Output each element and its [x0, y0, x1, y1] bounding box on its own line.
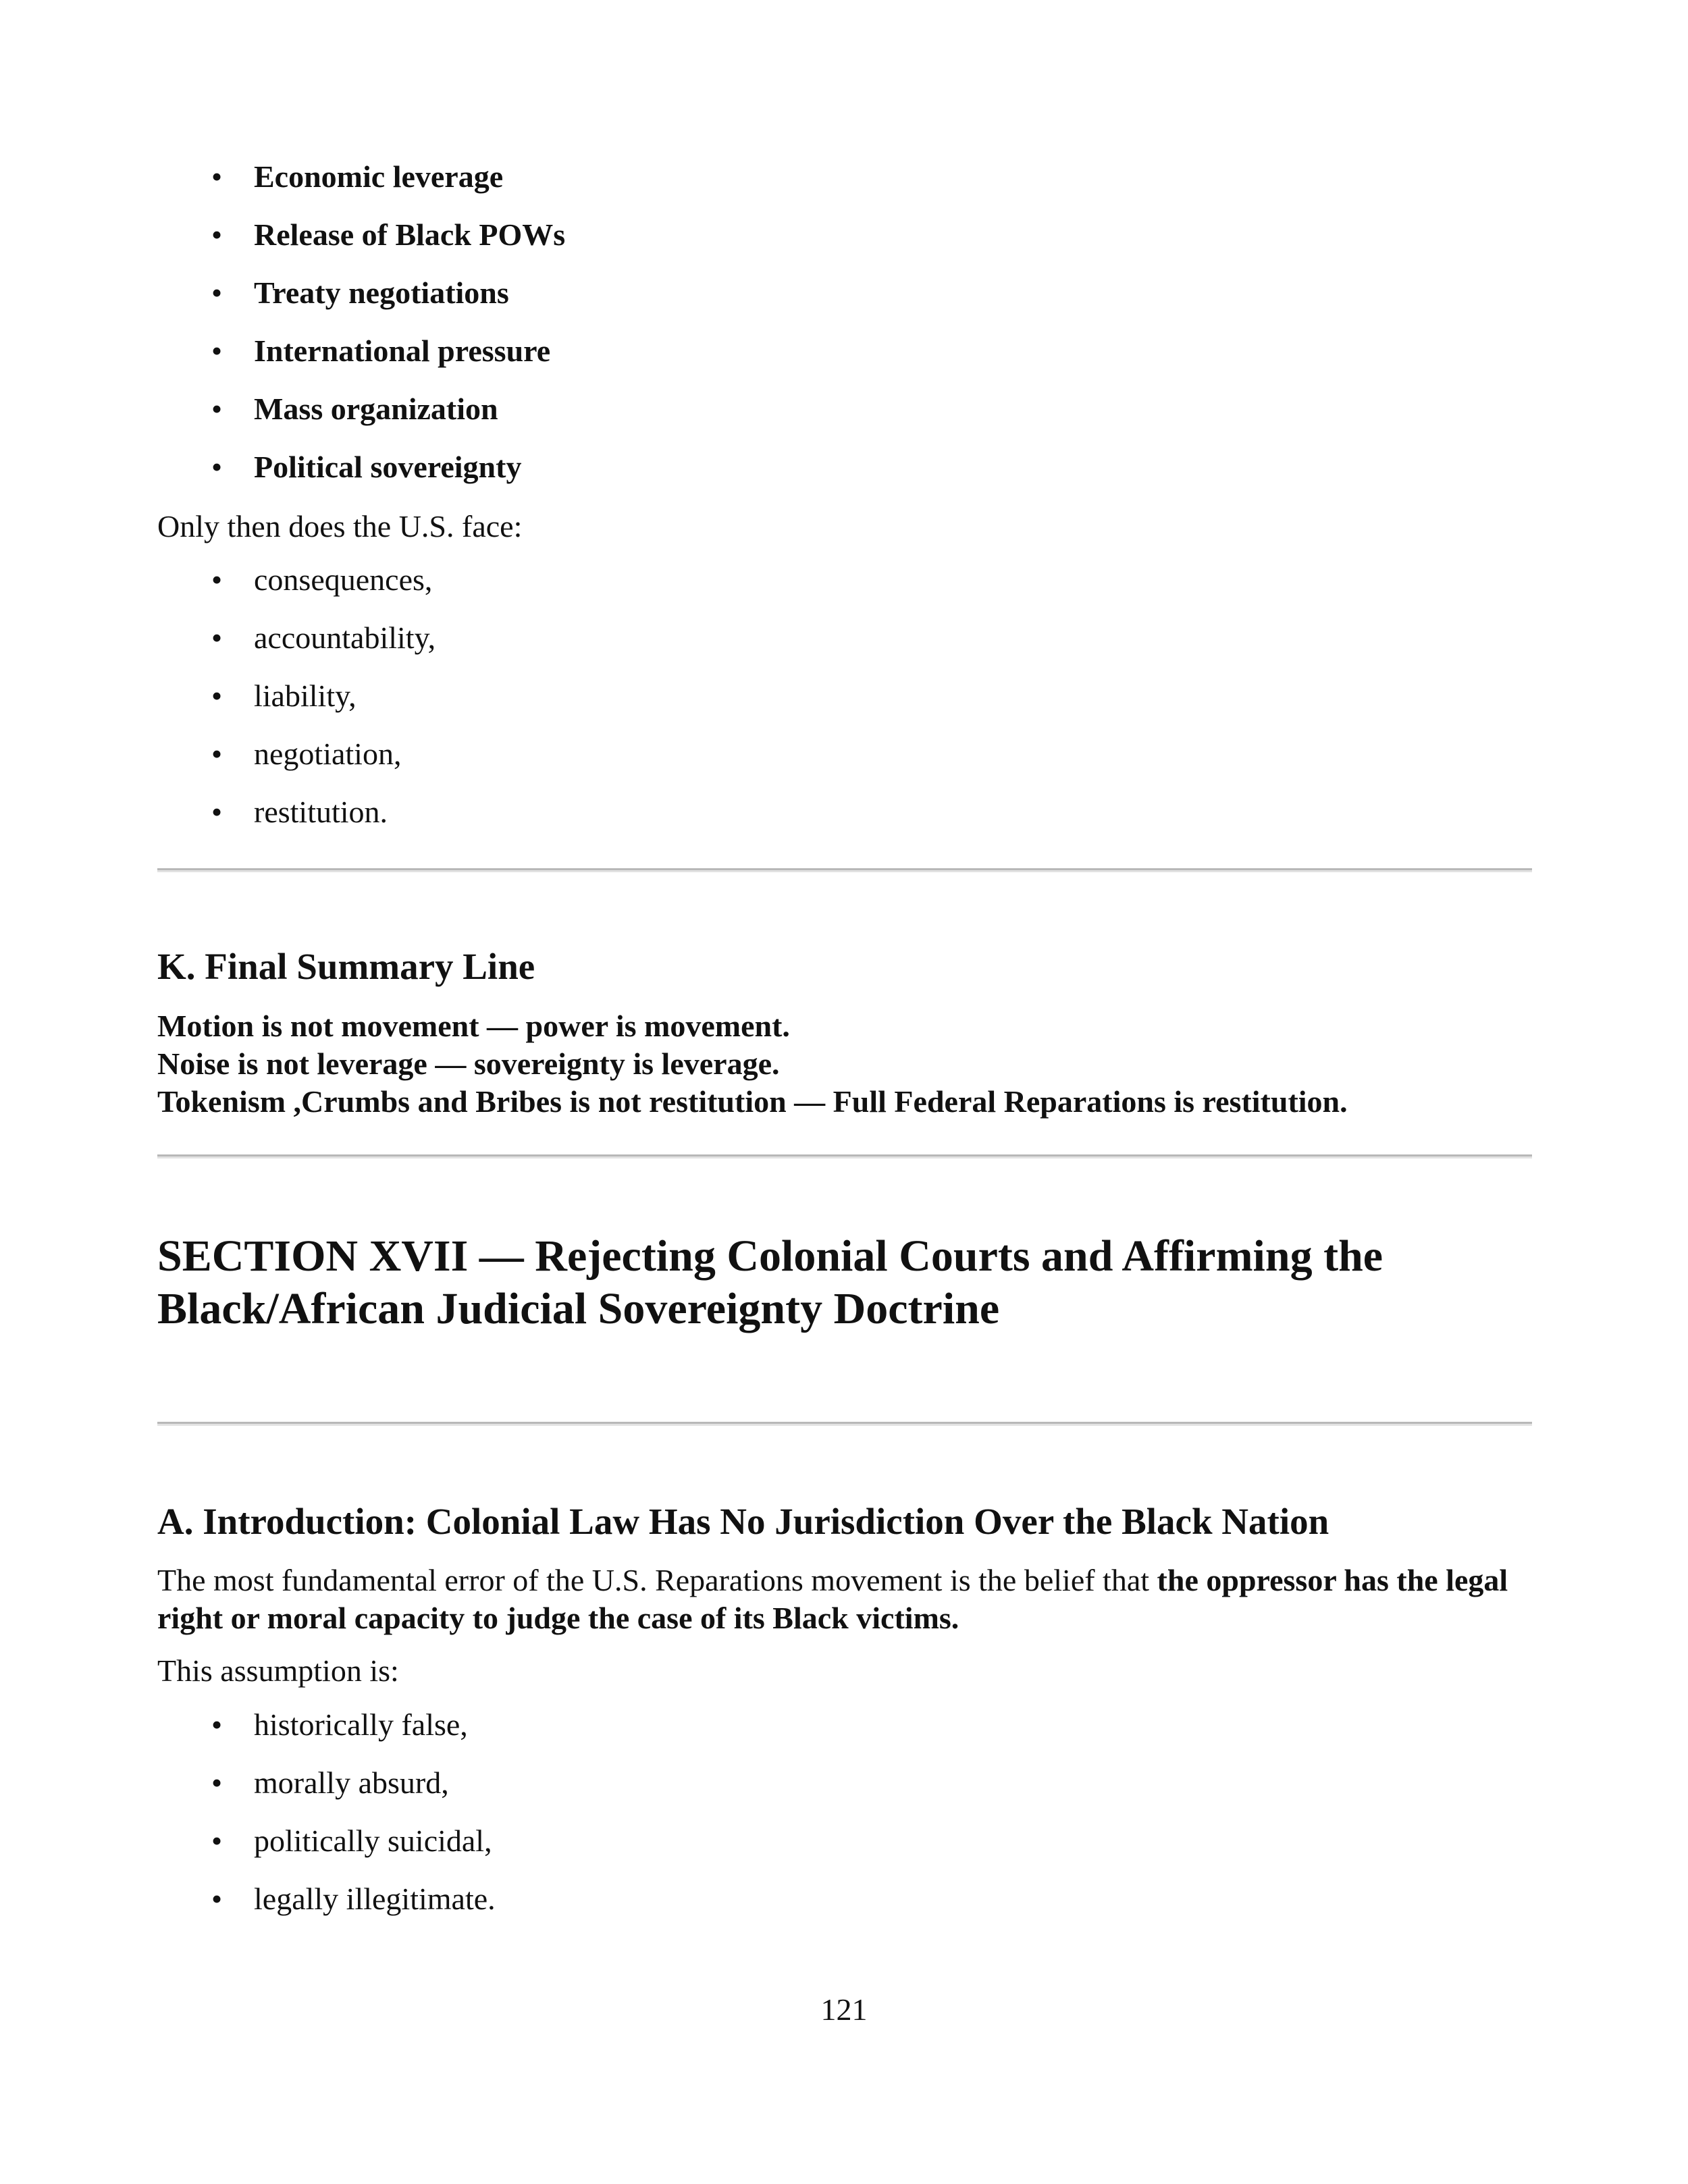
bullet-icon: •	[211, 1707, 223, 1742]
section-k-heading: K. Final Summary Line	[157, 946, 535, 987]
section-title-line: SECTION XVII — Rejecting Colonial Courts and Affirming the	[157, 1231, 1383, 1281]
summary-line: Noise is not leverage — sovereignty is leverage.	[157, 1046, 780, 1081]
list-item-text: Treaty negotiations	[254, 275, 509, 310]
bullet-icon: •	[211, 217, 223, 252]
list-item-text: accountability,	[254, 620, 436, 655]
list-item-text: consequences,	[254, 562, 433, 597]
list-item-text: legally illegitimate.	[254, 1882, 496, 1916]
bullet-icon: •	[211, 392, 223, 426]
bullet-icon: •	[211, 334, 223, 368]
page-number: 121	[820, 1992, 868, 2027]
list-item-text: Political sovereignty	[254, 450, 522, 484]
bullet-icon: •	[211, 275, 223, 310]
horizontal-divider	[157, 1154, 1532, 1158]
bullet-icon: •	[211, 562, 223, 597]
bullet-icon: •	[211, 159, 223, 194]
list-item-text: historically false,	[254, 1707, 468, 1742]
list-item-text: International pressure	[254, 334, 551, 368]
list-item-text: politically suicidal,	[254, 1823, 492, 1858]
intro-bold-text: the oppressor has the legal right or moral capacity to judge the case of its Black victims.	[157, 1563, 1508, 1635]
list-item-text: Mass organization	[254, 392, 498, 426]
only-then-paragraph: Only then does the U.S. face:	[157, 509, 523, 543]
bullet-icon: •	[211, 450, 223, 484]
list-item-text: negotiation,	[254, 737, 402, 771]
bullet-icon: •	[211, 737, 223, 771]
assumption-paragraph: This assumption is:	[157, 1653, 399, 1688]
section-a-heading: A. Introduction: Colonial Law Has No Jurisdiction Over the Black Nation	[157, 1501, 1329, 1542]
horizontal-divider	[157, 1422, 1532, 1426]
list-item-text: Economic leverage	[254, 159, 504, 194]
list-item-text: morally absurd,	[254, 1765, 449, 1800]
bullet-icon: •	[211, 1882, 223, 1916]
section-title-line: Black/African Judicial Sovereignty Doctrine	[157, 1284, 1000, 1333]
list-item-text: restitution.	[254, 795, 388, 829]
summary-line: Tokenism ,Crumbs and Bribes is not restitution — Full Federal Reparations is restitution.	[157, 1084, 1348, 1119]
section-xvii-title	[157, 1230, 1541, 1335]
intro-text: The most fundamental error of the U.S. Reparations movement is the belief that	[157, 1563, 1157, 1597]
summary-line: Motion is not movement — power is movement.	[157, 1009, 790, 1043]
list-item-text: Release of Black POWs	[254, 217, 566, 252]
list-item-text: liability,	[254, 678, 357, 713]
horizontal-divider	[157, 868, 1532, 872]
bullet-icon: •	[211, 620, 223, 655]
bullet-icon: •	[211, 1823, 223, 1858]
bullet-icon: •	[211, 795, 223, 829]
intro-paragraph	[157, 1562, 1541, 1637]
bullet-icon: •	[211, 678, 223, 713]
bullet-icon: •	[211, 1765, 223, 1800]
